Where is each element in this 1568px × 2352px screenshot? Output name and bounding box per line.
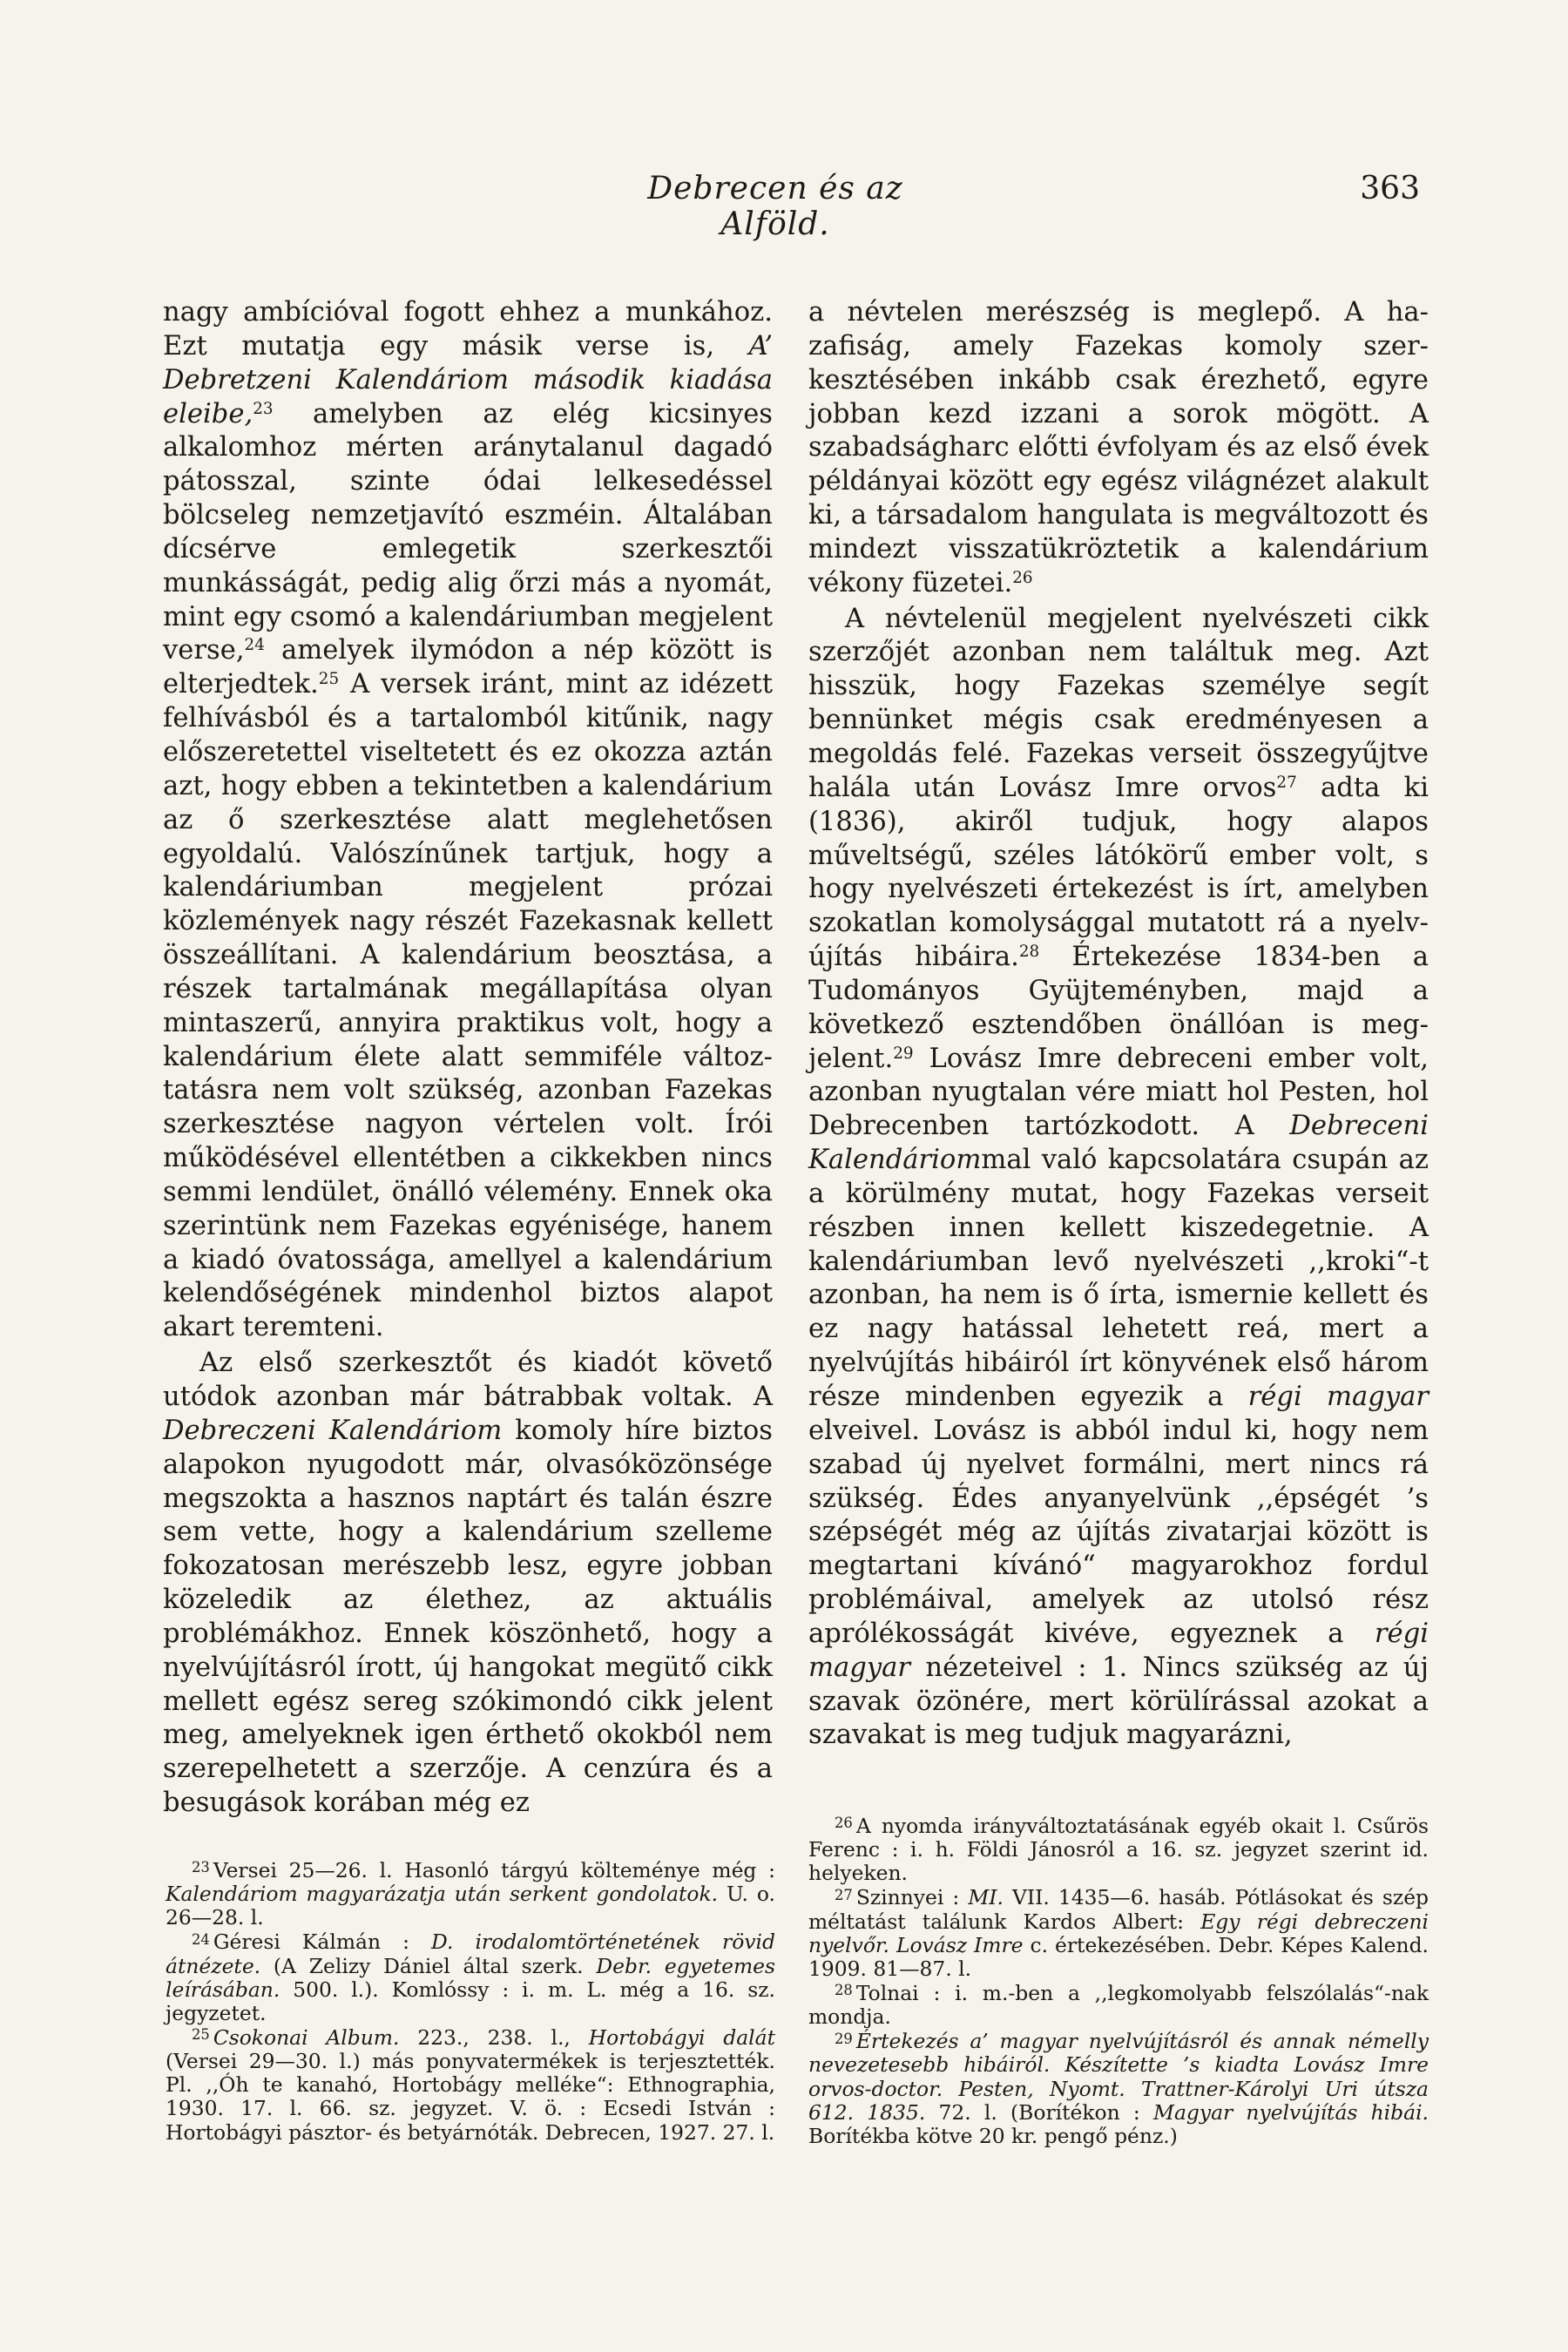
footnote	[808, 1982, 1429, 2029]
paragraph	[163, 296, 773, 1345]
italic-title: Debr. egyetemes leírásában.	[166, 1953, 775, 2002]
text-run: c. értekezésében. Debr. Képes Kalend. 1909. 81—87. l.	[808, 1932, 1429, 1981]
text-run: Lovász Imre debreceni ember volt, azonban nyugtalan vére miatt hol Pesten, hol Debrecenben tartózkodott. A	[808, 1043, 1429, 1142]
footnote-number: 28	[835, 1982, 853, 1999]
italic-title: D. irodalomtörténetének rövid átnézete.	[166, 1930, 775, 1978]
text-run: Versei 25—26. l. Hasonló tárgyú költeménye még :	[213, 1858, 775, 1882]
italic-title: Értekezés a’ magyar nyelvújításról és annak némelly nevezetesebb hibáiról. Készítette ’s kiadta Lovász Imre orvos-doctor. Pesten, Nyomt. Trattner-Károlyi Uri útsza 612. 1835.	[808, 2029, 1429, 2125]
text-run: komoly híre biztos alapokon nyugodott már, olvasóközönsége megszokta a hasznos naptárt és talán észre sem vette, hogy a kalendárium szelleme fokozatosan merészebb lesz, egyre jobban közeledik az élethez, az aktuális problémákhoz. Ennek köszönhető, hogy a nyelvújításról írott, új hangokat megütő cikk mellett egész sereg szókimondó cikk jelent meg, amelyeknek igen érthető okokból nem szerepelhetett a szerzője. A cenzúra és a besugások korában még ez	[163, 1415, 773, 1819]
text-run: Géresi Kálmán :	[213, 1930, 432, 1955]
text-run: mal való kapcsolatára csupán az a körülmény mutat, hogy Fazekas verseit részben innen kellett kiszedegetnie. A kalendáriumban levő nyelvészeti ,,kroki“-t azonban, ha nem is ő írta, ismernie kellett és ez nagy hatással lehetett reá, mert a nyelvújítás hibáiról írt könyvének első három része mindenben egyezik a	[808, 1145, 1429, 1412]
footnote-ref: 23	[253, 399, 274, 418]
italic-title: Egy régi debreczeni nyelvőr. Lovász Imre	[808, 1909, 1429, 1957]
footnotes-right	[808, 1815, 1429, 2149]
text-run: A névtelenül megjelent nyelvészeti cikk szerzőjét azonban nem találtuk meg. Azt hisszük, hogy Fazekas személye segít bennünket mégis csak eredményesen a megoldás felé. Fazekas verseit összegyűjtve halála után Lovász Imre orvos	[808, 603, 1429, 803]
footnote-number: 26	[835, 1815, 853, 1832]
footnote	[166, 2026, 775, 2145]
text-run: elveivel. Lovász is abból indul ki, hogy nem szabad új nyelvet formálni, mert nincs rá szükség. Édes anyanyelvünk ,,épségét ’s szépségét még az újítás zivatarjai között is megtartani kívánó“ magyarokhoz fordul problémáival, amelyek az utolsó rész aprólékosságát kivéve, egyeznek a	[808, 1415, 1429, 1649]
text-run: amelyek ilymódon a nép között is elterjedtek.	[163, 635, 773, 700]
text-run: Borítékba kötve 20 kr. pengő pénz.)	[808, 2123, 1178, 2148]
footnote	[808, 2030, 1429, 2148]
text-run: 500. l.). Komlóssy : i. m. L. még a 16. sz. jegyzetet.	[166, 1977, 775, 2025]
footnote-number: 24	[192, 1930, 210, 1948]
paragraph	[808, 296, 1429, 601]
italic-title: Magyar nyelvújítás hibái.	[1153, 2099, 1429, 2125]
italic-title: régi magyar	[808, 1618, 1429, 1683]
footnote-ref: 24	[244, 636, 265, 655]
text-run: 223., 238. l.,	[399, 2024, 589, 2050]
footnote	[808, 1886, 1429, 1981]
italic-title: Debreceni Kalendáriom	[808, 1111, 1429, 1176]
running-title: Debrecen és az Alföld.	[647, 171, 903, 242]
page-number: 363	[1360, 171, 1420, 206]
italic-title: Kalendáriom magyarázatja után serkent gondolatok.	[166, 1882, 719, 1907]
italic-title: Hortobágyi dalát	[588, 2024, 775, 2050]
paragraph	[808, 603, 1429, 1754]
footnote-ref: 26	[1012, 568, 1033, 587]
text-run: Tolnai : i. m.-ben a ,,legkomolyabb felszólalás“-nak mondja.	[808, 1980, 1429, 2030]
text-run: amelyben az elég kicsinyes alkalomhoz mérten aránytalanul dagadó pátosszal, szinte ódai lelkesedéssel bölcseleg nemzetjavító eszméin. Általában dícsérve emlegetik szerkesztői munkásságát, pedig alig őrzi más a nyomát, mint egy csomó a kalendáriumban megjelent verse,	[163, 398, 773, 666]
footnote	[166, 1930, 775, 2025]
text-run: U. o. 26—28. l.	[166, 1882, 775, 1930]
text-run: A versek iránt, mint az idézett felhívásból és a tartalomból kitűnik, nagy előszeretettel viseltetett és ez okozza aztán azt, hogy ebben a tekintetben a kalendárium az ő szerkesztése alatt meglehetősen egyoldalú. Valószínűnek tartjuk, hogy a kalendáriumban megjelent prózai közlemények nagy részét Fazekasnak kellett összeállítani. A kalendárium beosztása, a részek tartalmának megállapítása olyan mintaszerű, annyira praktikus volt, hogy a kalendárium élete alatt semmiféle változtatásra nem volt szükség, azonban Fazekas szerkesztése nagyon vértelen volt. Írói működésével ellentétben a cikkekben nincs semmi lendület, önálló vélemény. Ennek oka szerintünk nem Fazekas egyénisége, hanem a kiadó óvatossága, amellyel a kalendárium kelendőségének mindenhol biztos alapot akart teremteni.	[163, 669, 773, 1343]
footnotes-left	[166, 1859, 775, 2146]
text-run: a névtelen merészség is meglepő. A hazafiság, amely Fazekas komoly szerkesztésében inkább csak érezhető, egyre jobban kezd izzani a sorok mögött. A szabadságharc előtti évfolyam és az első évek példányai között egy egész világnézet alakult ki, a társadalom hangulata is megváltozott és mindezt visszatükröztetik a kalendárium vékony füzetei.	[808, 297, 1429, 598]
italic-title: MI.	[968, 1885, 1004, 1910]
paragraph	[163, 1347, 773, 1821]
footnote-ref: 29	[893, 1044, 914, 1063]
footnote-number: 29	[835, 2030, 853, 2047]
footnote-number: 27	[835, 1886, 853, 1903]
left-column	[163, 296, 773, 1821]
footnote-ref: 27	[1276, 773, 1297, 792]
text-run: nézeteivel : 1. Nincs szükség az új szavak özönére, mert körülírással azokat a szavakat is meg tudjuk magyarázni,	[808, 1652, 1429, 1751]
footnote-ref: 25	[318, 670, 340, 689]
italic-title: A’ Debretzeni Kalendáriom második kiadása eleibe,	[163, 330, 773, 429]
text-run: Az első szerkesztőt és kiadót követő utódok azonban már bátrabbak voltak. A	[163, 1348, 773, 1412]
text-run: Szinnyei :	[855, 1885, 969, 1910]
text-run: 72. l. (Borítékon :	[925, 2099, 1153, 2125]
footnote-ref: 28	[1018, 942, 1040, 961]
text-run: Értekezése 1834-ben a Tudományos Gyüjteményben, majd a következő esztendőben önállóan is megjelent.	[808, 942, 1429, 1074]
text-run: (A Zelizy Dániel által szerk.	[260, 1953, 597, 1978]
text-run: VII. 1435—6. hasáb. Pótlásokat és szép méltatást találunk Kardos Albert:	[808, 1885, 1429, 1934]
footnote-number: 23	[192, 1859, 210, 1876]
footnote	[808, 1815, 1429, 1885]
text-run: adta ki (1836), akiről tudjuk, hogy alapos műveltségű, széles látókörű ember volt, s hogy nyelvészeti értekezést is írt, amelyben szokatlan komolysággal mutatott rá a nyelvújítás hibáira.	[808, 772, 1429, 973]
footnote-number: 25	[192, 2026, 210, 2044]
italic-title: Csokonai Album.	[213, 2024, 400, 2050]
italic-title: Debreczeni Kalendáriom	[163, 1415, 503, 1446]
footnote	[166, 1859, 775, 1930]
italic-title: régi magyar	[1247, 1382, 1429, 1412]
right-column	[808, 296, 1429, 1753]
text-run: nagy ambícióval fogott ehhez a munkához. Ezt mutatja egy másik verse is,	[163, 297, 773, 362]
text-run: A nyomda irányváltoztatásának egyéb okait l. Csűrös Ferenc : i. h. Földi Jánosról a 16. sz. jegyzet szerint id. helyeken.	[808, 1814, 1429, 1886]
text-run: (Versei 29—30. l.) más ponyvatermékek is terjesztették. Pl. ,,Óh te kanahó, Hortobágy melléke“: Ethnographia, 1930. 17. l. 66. sz. jegyzet. V. ö. : Ecsedi István : Hortobágyi pásztor- és betyárnóták. Debrecen, 1927. 27. l.	[166, 2049, 775, 2145]
